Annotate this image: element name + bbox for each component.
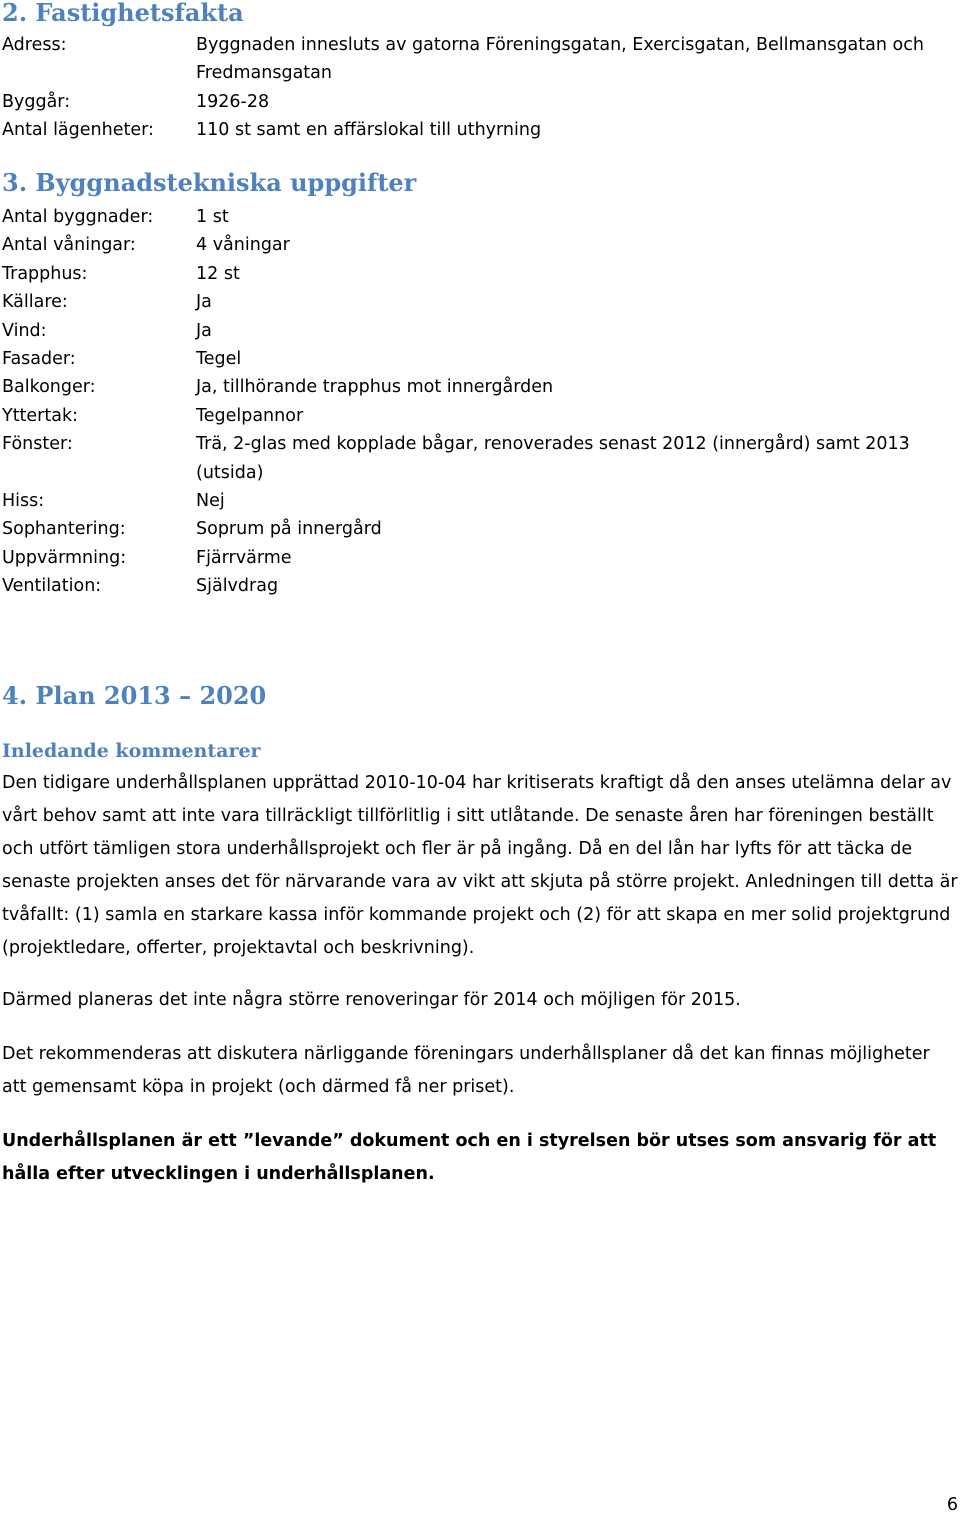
tech-value: Tegelpannor xyxy=(196,405,304,426)
tech-value: Ja, tillhörande trapphus mot innergården xyxy=(196,377,554,398)
tech-label: Trapphus: xyxy=(2,263,88,284)
tech-value: 12 st xyxy=(196,263,240,284)
tech-label: Ventilation: xyxy=(2,576,102,597)
tech-value: Ja xyxy=(196,320,212,341)
tech-label: Fönster: xyxy=(2,434,73,455)
tech-row-fonster xyxy=(2,430,958,487)
tech-label: Hiss: xyxy=(2,491,45,512)
byggnadstekniska-table xyxy=(2,203,958,601)
page-number: 6 xyxy=(946,1495,958,1515)
paragraph-levande-dokument: Underhållsplanen är ett ”levande” dokument och en i styrelsen bör utses som ansvarig för att hålla efter utvecklingen i underhållsplanen. xyxy=(2,1131,937,1184)
tech-value: Soprum på innergård xyxy=(196,519,382,540)
fact-label: Antal lägenheter: xyxy=(2,120,154,141)
tech-label: Sophantering: xyxy=(2,519,126,540)
fact-row-adress xyxy=(2,31,958,88)
tech-value: Självdrag xyxy=(196,576,279,597)
subheading-inledande-kommentarer: Inledande kommentarer xyxy=(2,740,261,762)
tech-label: Balkonger: xyxy=(2,377,96,398)
tech-value: Trä, 2-glas med kopplade bågar, renoverades senast 2012 (innergård) samt 2013 (utsida) xyxy=(196,434,910,483)
tech-row-uppvarmning xyxy=(2,544,958,572)
fastighetsfakta-table xyxy=(2,31,958,145)
fact-label: Byggår: xyxy=(2,91,71,112)
tech-row-yttertak xyxy=(2,402,958,430)
tech-row-balkonger xyxy=(2,373,958,401)
tech-row-vind xyxy=(2,317,958,345)
tech-label: Yttertak: xyxy=(2,405,78,426)
fact-value: Byggnaden innesluts av gatorna Föreningsgatan, Exercisgatan, Bellmansgatan och Fredmansgatan xyxy=(196,35,924,84)
fact-value: 110 st samt en affärslokal till uthyrning xyxy=(196,120,542,141)
tech-label: Antal byggnader: xyxy=(2,207,154,227)
section-heading-plan: 4. Plan 2013 – 2020 xyxy=(2,681,267,710)
tech-label: Källare: xyxy=(2,292,68,313)
tech-row-sophantering xyxy=(2,515,958,543)
tech-label: Vind: xyxy=(2,320,47,341)
tech-value: Ja xyxy=(196,292,212,313)
tech-row-fasader xyxy=(2,345,958,373)
tech-label: Fasader: xyxy=(2,349,76,370)
fact-value: 1926-28 xyxy=(196,91,270,112)
paragraph-rekommendation: Det rekommenderas att diskutera närliggande föreningars underhållsplaner då det kan finnas möjligheter att gemensamt köpa in projekt (och därmed få ner priset). xyxy=(2,1044,930,1097)
tech-value: Tegel xyxy=(196,349,242,370)
tech-row-antal-vaningar xyxy=(2,231,958,259)
section-heading-byggnadstekniska-uppgifter: 3. Byggnadstekniska uppgifter xyxy=(2,168,417,197)
fact-row-antal-lagenheter xyxy=(2,116,958,144)
tech-label: Antal våningar: xyxy=(2,235,136,256)
tech-label: Uppvärmning: xyxy=(2,547,127,568)
tech-row-hiss xyxy=(2,487,958,515)
tech-row-antal-byggnader xyxy=(2,203,958,231)
tech-row-ventilation xyxy=(2,572,958,600)
paragraph-intro: Den tidigare underhållsplanen upprättad 2010-10-04 har kritiserats kraftigt då den anses utelämna delar av vårt behov samt att inte vara tillräckligt tillförlitlig i sitt utlåtande. De senaste åren har föreningen beställt och utfört tämligen stora underhållsprojekt och fler är på ingång. Då en del lån har lyfts för att täcka de senaste projekten anses det för närvarande vara av vikt att skjuta på större projekt. Anledningen till detta är tvåfallt: (1) samla en starkare kassa inför kommande projekt och (2) för att skapa en mer solid projektgrund (projektledare, offerter, projektavtal och beskrivning). xyxy=(2,773,958,958)
tech-value: 4 våningar xyxy=(196,235,290,256)
tech-value: Nej xyxy=(196,491,225,512)
section-heading-fastighetsfakta: 2. Fastighetsfakta xyxy=(2,0,244,27)
tech-value: Fjärrvärme xyxy=(196,547,292,568)
tech-row-kallare xyxy=(2,288,958,316)
tech-value: 1 st xyxy=(196,207,229,227)
fact-row-byggar xyxy=(2,88,958,116)
tech-row-trapphus xyxy=(2,260,958,288)
fact-label: Adress: xyxy=(2,35,67,55)
paragraph-planering: Därmed planeras det inte några större renoveringar för 2014 och möjligen för 2015. xyxy=(2,990,741,1010)
